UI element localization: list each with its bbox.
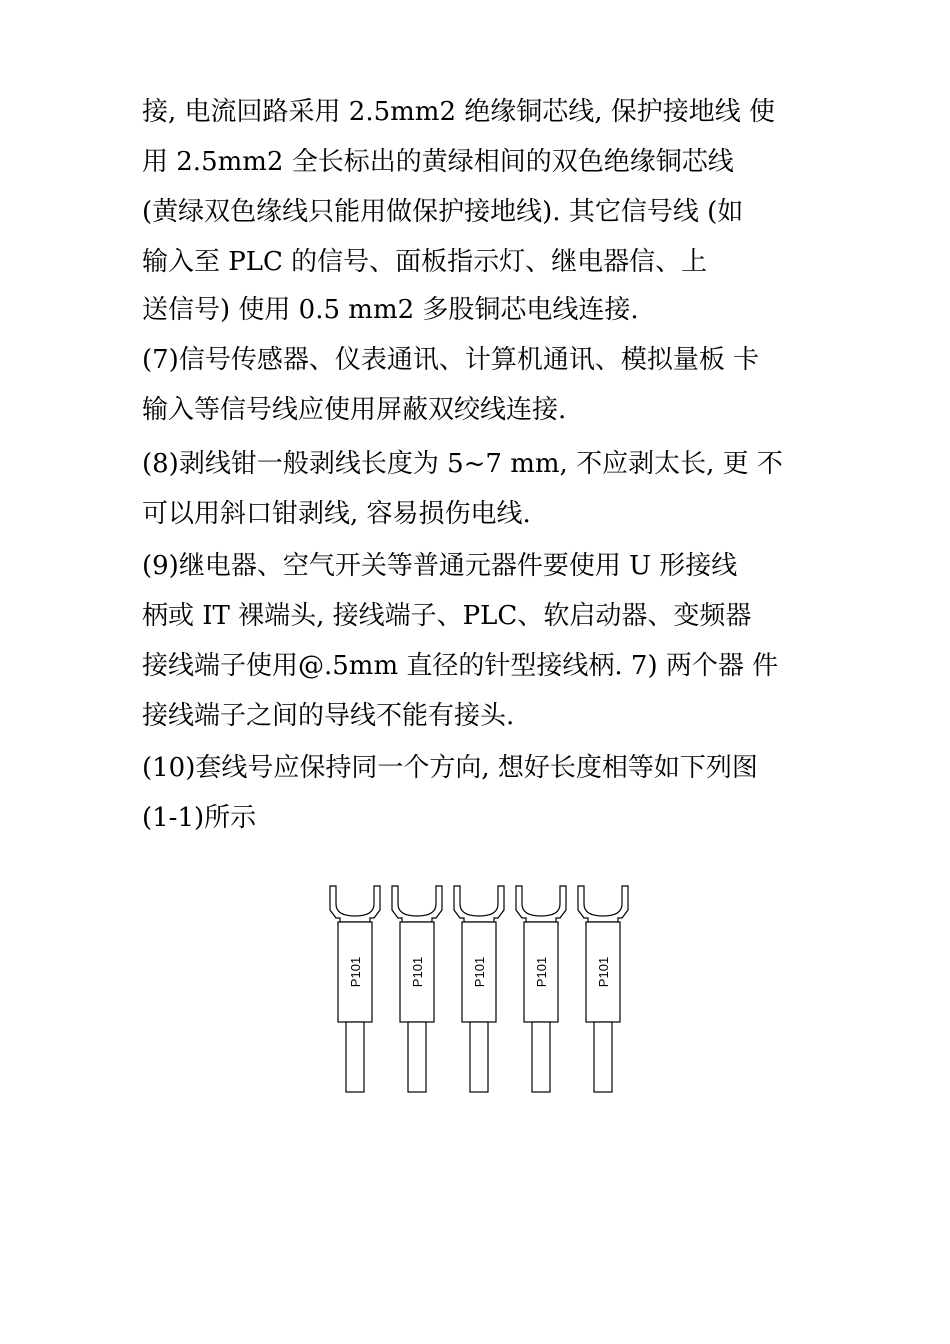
text-line: (9)继电器、空气开关等普通元器件要使用 U 形接线 — [142, 551, 738, 581]
text-line: 输入等信号线应使用屏蔽双绞线连接. — [142, 395, 567, 425]
terminal-lug-diagram — [322, 880, 642, 1100]
terminal-lug-figure — [322, 880, 642, 1100]
text-line: 接, 电流回路采用 2.5mm2 绝缘铜芯线, 保护接地线 使 — [142, 97, 776, 127]
text-line: 用 2.5mm2 全长标出的黄绿相间的双色绝缘铜芯线 — [142, 147, 734, 177]
text-line: 接线端子之间的导线不能有接头. — [142, 701, 515, 731]
wire — [594, 1022, 612, 1092]
terminal-lug — [516, 886, 566, 1092]
terminal-label: P101 — [596, 956, 611, 988]
fork-head — [392, 886, 442, 922]
text-line: 可以用斜口钳剥线, 容易损伤电线. — [142, 499, 531, 529]
terminal-label: P101 — [410, 956, 425, 988]
text-line: (1-1)所示 — [142, 803, 257, 833]
text-line: (8)剥线钳一般剥线长度为 5~7 mm, 不应剥太长, 更 不 — [142, 449, 783, 479]
wire — [346, 1022, 364, 1092]
text-line: 送信号) 使用 0.5 mm2 多股铜芯电线连接. — [142, 295, 639, 325]
wire — [408, 1022, 426, 1092]
text-line: (7)信号传感器、仪表通讯、计算机通讯、模拟量板 卡 — [142, 345, 760, 375]
terminal-label: P101 — [472, 956, 487, 988]
text-line: 柄或 IT 裸端头, 接线端子、PLC、软启动器、变频器 — [142, 601, 752, 631]
wire — [470, 1022, 488, 1092]
fork-head — [454, 886, 504, 922]
fork-head — [516, 886, 566, 922]
text-line: (10)套线号应保持同一个方向, 想好长度相等如下列图 — [142, 753, 758, 783]
wire — [532, 1022, 550, 1092]
text-line: 输入至 PLC 的信号、面板指示灯、继电器信、上 — [142, 247, 708, 277]
terminal-lug — [578, 886, 628, 1092]
terminal-label: P101 — [534, 956, 549, 988]
terminal-label: P101 — [348, 956, 363, 988]
fork-head — [578, 886, 628, 922]
terminal-lug — [330, 886, 380, 1092]
fork-head — [330, 886, 380, 922]
terminal-lug — [454, 886, 504, 1092]
text-line: (黄绿双色缘线只能用做保护接地线). 其它信号线 (如 — [142, 197, 744, 227]
terminal-lug — [392, 886, 442, 1092]
text-line: 接线端子使用@.5mm 直径的针型接线柄. 7) 两个器 件 — [142, 651, 779, 681]
